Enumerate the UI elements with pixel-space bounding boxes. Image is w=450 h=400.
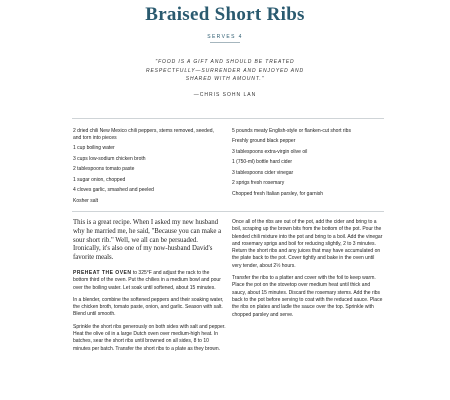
instruction-step: [232, 219, 385, 270]
recipe-title: Braised Short Ribs: [145, 4, 305, 25]
ingredient-item: 3 cups low-sodium chicken broth: [73, 155, 146, 162]
step-text: Once all of the ribs are out of the pot, add the cider and bring to a boil, scraping up the brown bits from the bottom of the pot. Pour the blended chili mixture into the pot and bring to a boil. Add the vinegar and rosemary sprigs and boil for reducing slightly, 2 to 3 minutes. Return the short ribs and any juices that may have accumulated on the plate back to the pot. Cover tightly and bake in the oven until very tender, about 2½ hours.: [232, 219, 383, 269]
ingredient-item: Kosher salt: [73, 197, 99, 204]
ingredient-item: 2 tablespoons tomato paste: [73, 166, 135, 173]
instructions-right-column: [232, 219, 385, 324]
title-divider: [210, 42, 240, 43]
ingredient-item: Freshly ground black pepper: [232, 138, 296, 145]
quote-line: "FOOD IS A GIFT AND SHOULD BE TREATED: [155, 59, 295, 65]
instruction-step: [73, 324, 226, 353]
ingredient-item: 2 sprigs fresh rosemary: [232, 180, 285, 187]
instruction-step: [232, 275, 385, 319]
ingredient-item: 3 tablespoons extra-virgin olive oil: [232, 148, 308, 155]
ingredients-top-rule: [72, 118, 384, 119]
ingredient-item: 1 cup boiling water: [73, 145, 115, 152]
epigraph-quote: [130, 58, 320, 84]
step-text: to 325°F and adjust the rack to the bottom third of the oven. Put the chilies in a medium bowl and pour over the boiling water. Let soak until softened, about 15 minutes.: [73, 269, 221, 291]
ingredient-item: 1 sugar onion, chopped: [73, 176, 126, 183]
ingredient-item: 1 (750-ml) bottle hard cider: [232, 159, 293, 166]
ingredients-left-column: [73, 128, 223, 208]
ingredient-item: 2 dried chili New Mexico chili peppers, stems removed, seeded, and torn into pieces: [73, 128, 214, 141]
ingredient-item: 5 pounds meaty English-style or flanken-cut short ribs: [232, 128, 351, 134]
serves-label: SERVES 4: [207, 34, 243, 40]
step-text: Transfer the ribs to a platter and cover with the foil to keep warm. Place the pot on the stovetop over medium heat until thick and saucy, about 15 minutes. Discard the rosemary stems. Add the ribs back to the pot before serving to coat with the reduced sauce. Place the ribs on plates and ladle the sauce over the top. Sprinkle with chopped parsley and serve.: [232, 275, 383, 318]
ingredients-right-column: [232, 128, 382, 201]
quote-line: RESPECTFULLY—SURRENDER AND ENJOYED AND: [145, 67, 305, 74]
step-lead-in: PREHEAT THE OVEN: [73, 269, 132, 276]
quote-line: SHARED WITH AMOUNT.": [185, 76, 265, 83]
step-text: In a blender, combine the softened peppers and their soaking water, the chicken broth, tomato paste, onion, and garlic. Season with salt. Blend until smooth.: [73, 296, 224, 318]
instruction-step: [73, 297, 226, 319]
ingredients-bottom-rule: [72, 211, 384, 212]
headnote: This is a great recipe. When I asked my new husband why he married me, he said, "Because you can make a sour short rib." Well, we all can be persuaded. Ironically, it's also one of my now-husband David's favorite meals.: [73, 219, 222, 262]
ingredient-item: Chopped fresh Italian parsley, for garnish: [232, 190, 324, 197]
ingredient-item: 3 tablespoons cider vinegar: [232, 169, 294, 176]
quote-attribution: —CHRIS SOHN LAN: [193, 92, 257, 98]
instructions-left-column: [73, 219, 226, 358]
ingredient-item: 4 cloves garlic, smashed and peeled: [73, 187, 154, 194]
step-text: Sprinkle the short ribs generously on both sides with salt and pepper. Heat the olive oil in a large Dutch oven over medium-high heat. In batches, sear the short ribs until browned on all sides, 8 to 10 minutes per batch. Transfer the short ribs to a plate as they brown.: [73, 323, 226, 352]
instruction-step: [73, 270, 226, 292]
